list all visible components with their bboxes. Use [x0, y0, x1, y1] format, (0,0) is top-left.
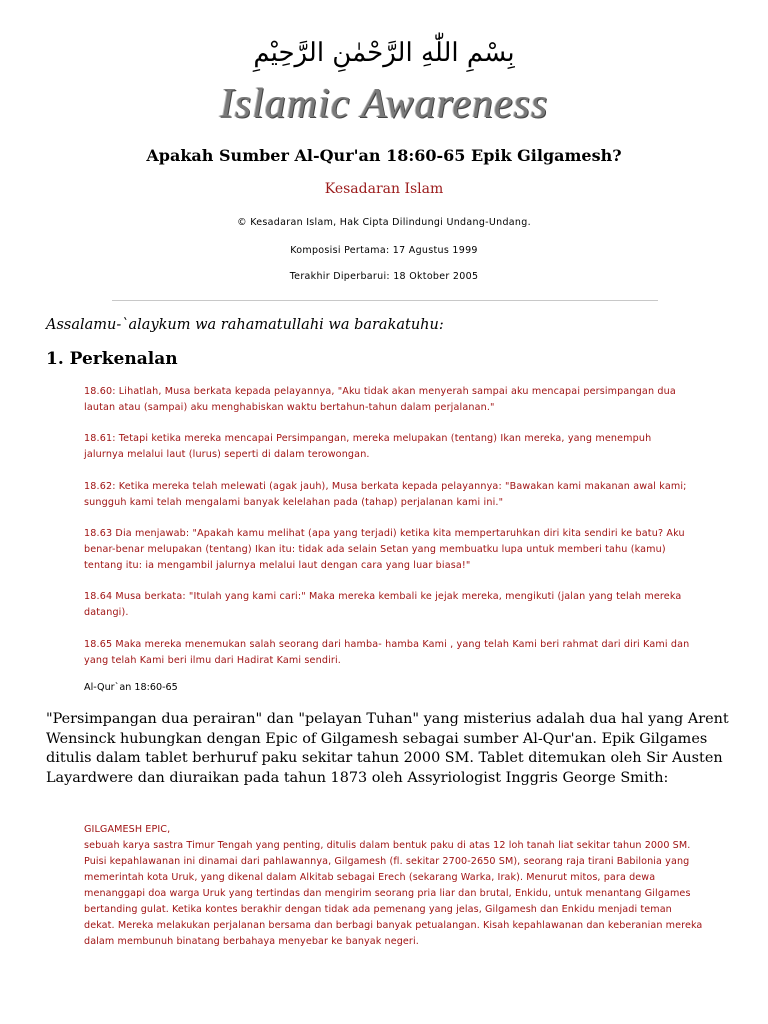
- verse-18-62: 18.62: Ketika mereka telah melewati (agak jauh), Musa berkata kepada pelayannya: "Bawakan kami makanan awal kami; sungguh kami telah mengalami banyak kelelahan pada (tahap) perjalanan kami ini.": [84, 481, 687, 508]
- gilgamesh-epic-quote: [84, 822, 704, 950]
- site-logo[interactable]: Islamic Awareness: [219, 81, 549, 127]
- verse-18-61: 18.61: Tetapi ketika mereka mencapai Persimpangan, mereka melupakan (tentang) Ikan mereka, yang menempuh jalurnya melalui laut (lurus) seperti di dalam terowongan.: [84, 433, 652, 460]
- section-heading-introduction: 1. Perkenalan: [46, 349, 178, 369]
- last-updated-date: Terakhir Diperbarui: 18 Oktober 2005: [289, 271, 479, 282]
- verse-18-65: 18.65 Maka mereka menemukan salah seorang dari hamba- hamba Kami , yang telah Kami beri rahmat dari diri Kami dan yang telah Kami beri ilmu dari Hadirat Kami sendiri.: [84, 639, 690, 666]
- intro-paragraph: "Persimpangan dua perairan" dan "pelayan Tuhan" yang misterius adalah dua hal yang Arent Wensinck hubungkan dengan Epic of Gilgamesh sebagai sumber Al-Qur'an. Epik Gilgames ditulis dalam tablet berhuruf paku sekitar tahun 2000 SM. Tablet ditemukan oleh Sir Austen Layardwere dan diuraikan pada tahun 1873 oleh Assyriologist Inggris George Smith:: [46, 711, 729, 786]
- greeting: Assalamu-`alaykum wa rahamatullahi wa barakatuhu:: [46, 317, 444, 333]
- page-title: Apakah Sumber Al-Qur'an 18:60-65 Epik Gilgamesh?: [146, 146, 622, 165]
- bismillah-calligraphy: بِسْمِ اللّٰهِ الرَّحْمٰنِ الرَّحِيْمِ: [253, 38, 515, 68]
- header-divider: [112, 300, 658, 301]
- verse-citation: Al-Qur`an 18:60-65: [84, 682, 178, 693]
- copyright-notice: © Kesadaran Islam, Hak Cipta Dilindungi Undang-Undang.: [237, 217, 531, 228]
- verse-18-60: 18.60: Lihatlah, Musa berkata kepada pelayannya, "Aku tidak akan menyerah sampai aku mencapai persimpangan dua lautan atau (sampai) aku menghabiskan waktu bertahun-tahun dalam perjalanan.": [84, 386, 676, 413]
- verse-18-63: 18.63 Dia menjawab: "Apakah kamu melihat (apa yang terjadi) ketika kita mempertaruhkan diri kita sendiri ke batu? Aku benar-benar melupakan (tentang) Ikan itu: tidak ada selain Setan yang membuatku lupa untuk memberi tahu (kamu) tentang itu: ia mengambil jalurnya melalui laut dengan cara yang luar biasa!": [84, 528, 685, 571]
- epic-text: sebuah karya sastra Timur Tengah yang penting, ditulis dalam bentuk paku di atas 12 loh tanah liat sekitar tahun 2000 SM. Puisi kepahlawanan ini dinamai dari pahlawannya, Gilgamesh (fl. sekitar 2700-2650 SM), seorang raja tirani Babilonia yang memerintah kota Uruk, yang dikenal dalam Alkitab sebagai Erech (sekarang Warka, Irak). Menurut mitos, para dewa menanggapi doa warga Uruk yang tertindas dan mengirim seorang pria liar dan brutal, Enkidu, untuk menantang Gilgames bertanding gulat. Ketika kontes berakhir dengan tidak ada pemenang yang jelas, Gilgamesh dan Enkidu menjadi teman dekat. Mereka melakukan perjalanan bersama dan berbagi banyak petualangan. Kisah kepahlawanan dan keberanian mereka dalam membunuh binatang berbahaya menyebar ke banyak negeri.: [84, 840, 703, 947]
- first-composed-date: Komposisi Pertama: 17 Agustus 1999: [290, 245, 478, 256]
- verse-18-64: 18.64 Musa berkata: "Itulah yang kami cari:" Maka mereka kembali ke jejak mereka, mengikuti (jalan yang telah mereka datangi).: [84, 591, 682, 618]
- epic-heading: GILGAMESH EPIC,: [84, 824, 171, 835]
- author-link[interactable]: Kesadaran Islam: [324, 181, 444, 197]
